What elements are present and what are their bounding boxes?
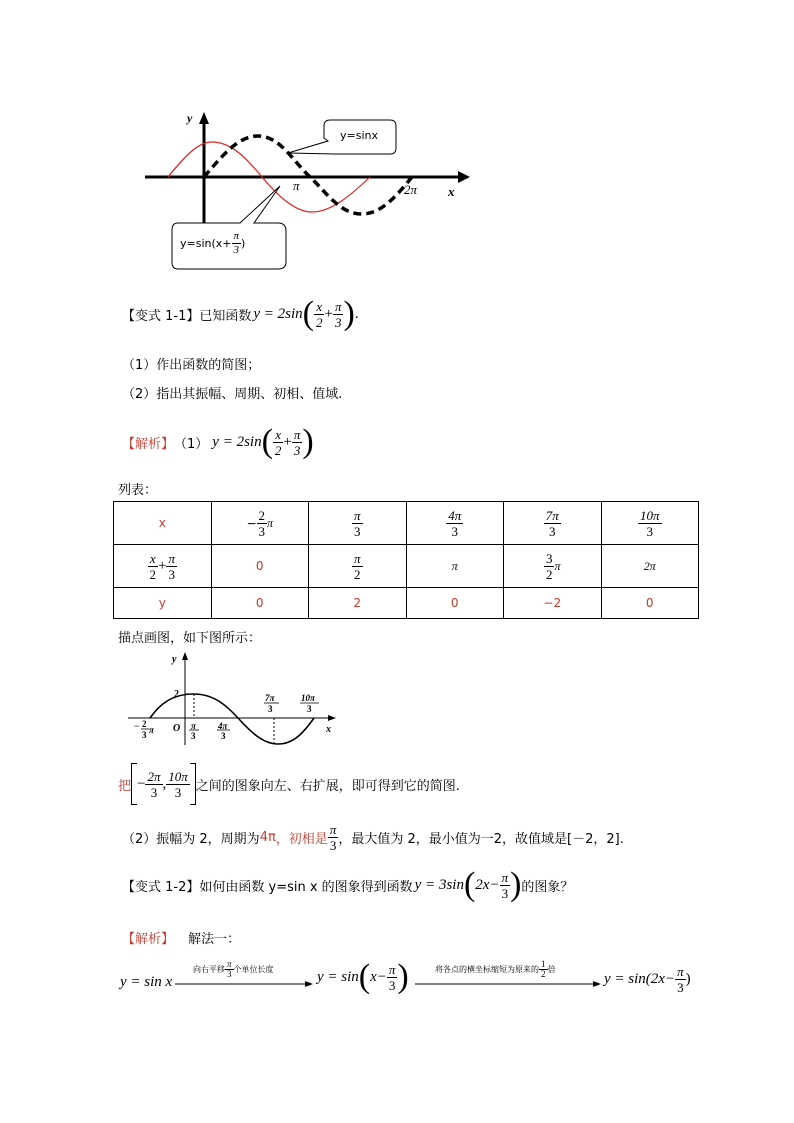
analysis1-lparen: ( [261,423,273,460]
cell-mid-b-num: π [168,550,175,566]
graph2-y-arrow [182,652,188,660]
callout-shift-num: π [233,230,240,242]
cell-x-0-frac [257,508,268,539]
svg-text:3: 3 [307,704,312,714]
graph2-y-label: y [172,654,177,665]
part2-phase-num: π [329,822,337,837]
cell-y-2: 0 [406,588,504,619]
v11-label: 【变式 1-1】已知函数 [122,308,252,324]
v12-f-num: π [501,869,509,885]
transform-end [604,964,691,995]
cell-mid-a-den: 2 [149,566,156,582]
extend-line [118,763,460,805]
graph2-x-arrow [328,715,336,721]
graph2-two: 2 [174,689,179,700]
arrow1-frac [225,960,234,979]
transform-mid-inner: x− [370,968,387,985]
graph-2sin [122,648,347,748]
cell-mid-2 [406,545,504,588]
part2-line [122,822,624,853]
cell-mid-label [114,545,212,588]
arrow2-tail: 倍 [547,965,556,974]
graph1-y-label: y [187,111,193,125]
cell-mid-1-num: π [353,550,361,566]
v11-q1: （1）作出函数的简图； [122,358,261,373]
cell-y-1: 2 [309,588,407,619]
transform-chain [120,958,705,1008]
transform-end-y: y = sin(2x− [604,971,676,987]
svg-text:3: 3 [221,731,226,741]
transform-mid-y: y = sin [317,968,359,985]
analysis1-plus: + [283,433,292,450]
part2-c: ，最大值为 2，最小值为一2，故值域是[－2，2]. [338,832,624,847]
table-row-x [114,502,699,545]
part2-period: 4π [259,830,276,845]
graph2-label-7pi3 [264,693,279,714]
cell-x-1-den: 3 [353,523,361,539]
analysis1-line [122,425,314,459]
extend-b-num: 10π [168,768,188,784]
analysis2-method: 解法一： [188,932,241,947]
arrow1-tail: 个单位长度 [233,965,274,974]
extend-suffix: 之间的图象向左、右扩展，即可得到它的简图. [195,778,460,794]
callout-shift-text [180,230,245,257]
table-label: 列表： [118,483,158,498]
v12-lparen: ( [463,866,476,903]
arrow2-den: 2 [541,969,546,979]
cell-y-3: −2 [504,588,602,619]
extend-frac-a [145,769,162,800]
v11-f2-den: 3 [334,314,342,330]
cell-x-3-den: 3 [548,523,556,539]
x-axis-arrow [458,171,470,183]
cell-x-1-frac [352,508,363,539]
analysis1-f1-den: 2 [274,442,282,458]
transform-end-close: ) [685,971,691,987]
part2-b: ，初相是 [275,832,328,847]
cell-x-2-num: 4π [448,507,462,523]
cell-mid-plus: + [158,557,167,574]
transform-end-frac [675,964,686,995]
arrow2-label [435,960,556,979]
svg-text:7π: 7π [265,693,275,703]
cell-mid-label-a [148,551,159,582]
callout-sinx-text: y=sinx [340,129,378,142]
graph2-origin: O [173,723,181,734]
extend-b-den: 3 [174,784,182,800]
cell-mid-0: 0 [211,545,309,588]
analysis2-label: 【解析】 [122,932,175,947]
cell-x-3 [504,502,602,545]
transform-end-den: 3 [677,980,684,995]
v11-f2-num: π [334,298,342,314]
cell-x-4-num: 10π [639,507,660,523]
cell-mid-3-num: 3 [545,550,553,566]
graph1-x-label: x [448,184,455,199]
graph1-pi-label: π [293,178,300,193]
draw-label: 描点画图，如下图所示： [118,631,262,646]
arrow2-text: 将各点的横坐标缩短为原来的 [435,965,539,974]
v11-plus: + [324,305,333,322]
analysis1-formula-y: y = 2sin [212,433,262,450]
v11-line [122,297,359,331]
table-row-y [114,588,699,619]
extend-a-num: 2π [147,768,161,784]
cell-mid-1-frac [352,551,363,582]
v12-line [122,868,573,902]
cell-x-0-den: 3 [258,523,266,539]
arrow1-num: π [227,959,232,969]
table-row-mid [114,545,699,588]
extend-frac-b [166,769,190,800]
analysis1-f2-num: π [293,426,301,442]
arrow1-den: 3 [227,969,232,979]
transform-arrow1 [175,960,315,990]
cell-y-label: y [114,588,212,619]
part2-phase [328,822,339,853]
svg-text:10π: 10π [301,693,315,703]
v12-formula-y: y = 3sin [414,876,464,893]
graph2-x-label: x [326,724,331,735]
v12-label: 【变式 1-2】如何由函数 y=sin x 的图象得到函数 [122,879,413,895]
callout-shift-frac [232,230,242,257]
v11-frac1 [314,299,325,330]
cell-x-0-tail: π [267,515,274,530]
cell-mid-3-tail: π [554,558,561,573]
cell-x-4-den: 3 [646,523,653,539]
transform-mid-rparen: ) [397,958,409,995]
svg-text:3: 3 [191,731,196,741]
cell-mid-b-den: 3 [168,566,175,582]
v11-frac2 [333,299,344,330]
extend-a-den: 3 [150,784,158,800]
cell-x-2-den: 3 [451,523,458,539]
cell-mid-4-text: 2π [643,558,656,573]
svg-text:3: 3 [142,730,147,740]
values-table [113,501,699,619]
analysis1-label: 【解析】 [122,436,175,452]
extend-sign: − [137,775,146,792]
extend-prefix: 把 [118,778,132,794]
cell-x-2 [406,502,504,545]
analysis1-frac1 [273,427,284,458]
cell-mid-a-num: x [149,550,156,566]
graph2-label-neg2pi3 [134,719,155,740]
v12-inner: 2x− [475,876,500,893]
cell-mid-3 [504,545,602,588]
cell-x-3-num: 7π [545,507,559,523]
v12-suffix: 的图象？ [521,879,574,895]
transform-mid-frac [387,962,398,993]
v12-frac [500,870,511,901]
svg-text:π: π [191,721,196,731]
analysis1-frac2 [292,427,303,458]
cell-x-label: x [114,502,212,545]
arrow2-frac [539,960,548,979]
svg-text:4π: 4π [218,721,228,731]
cell-mid-label-b [166,551,177,582]
cell-x-3-frac [544,508,561,539]
transform-mid-num: π [388,961,396,977]
cell-x-0 [211,502,309,545]
cell-y-4: 0 [601,588,699,619]
callout-shift-prefix: y=sin(x+ [180,237,232,250]
graph2-curve [150,694,314,744]
v11-rparen: ) [343,295,355,332]
arrow1-text: 向右平移 [193,965,225,974]
transform-start: y = sin x [120,974,173,990]
svg-text:−: − [134,721,140,731]
v11-lparen: ( [302,295,314,332]
transform-mid-lparen: ( [358,958,371,995]
svg-text:2: 2 [142,719,147,729]
y-axis-arrow [199,112,209,124]
graph2-label-4pi3 [217,721,230,741]
analysis1-part: （1） [174,436,209,452]
cell-mid-1 [309,545,407,588]
graph1-two-pi-label: 2π [404,182,418,197]
v11-q2: （2）指出其振幅、周期、初相、值域. [122,387,343,402]
cell-y-0: 0 [211,588,309,619]
extend-comma: , [162,775,167,792]
arrow1-label [193,960,274,979]
arrow2-line [415,978,603,990]
analysis2-line [122,928,240,947]
cell-mid-2-text: π [451,558,458,573]
cell-mid-3-frac [544,551,555,582]
v11-formula-y: y = 2sin [253,305,303,322]
v11-f1-num: x [316,298,323,314]
analysis1-f1-num: x [275,426,282,442]
cell-x-1 [309,502,407,545]
svg-text:3: 3 [268,704,273,714]
cell-x-4-frac [638,508,662,539]
v11-period: . [354,305,359,322]
cell-x-0-sign: − [246,516,257,530]
analysis1-rparen: ) [302,423,314,460]
cell-mid-1-den: 2 [353,566,361,582]
v11-f1-den: 2 [316,314,323,330]
cell-x-1-num: π [353,507,361,523]
analysis1-f2-den: 3 [293,442,301,458]
cell-x-2-frac [446,508,463,539]
arrow2-num: 1 [541,959,546,969]
graph2-label-10pi3 [300,693,319,714]
transform-mid-den: 3 [388,977,396,993]
transform-mid [317,960,409,994]
v12-f-den: 3 [501,885,509,901]
transform-end-num: π [677,964,684,979]
arrow1-line [175,978,315,990]
part2-phase-den: 3 [329,838,337,853]
callout-shift-suffix: ) [241,237,246,250]
cell-x-0-num: 2 [258,507,266,523]
transform-arrow2 [415,960,603,990]
graph2-label-pi3 [189,721,199,741]
cell-x-4 [601,502,699,545]
v12-rparen: ) [510,866,522,903]
part2-a: （2）振幅为 2，周期为 [122,832,260,847]
svg-text:π: π [149,725,154,735]
cell-mid-3-den: 2 [545,566,553,582]
cell-mid-4 [601,545,699,588]
callout-shift-den: 3 [233,244,240,256]
